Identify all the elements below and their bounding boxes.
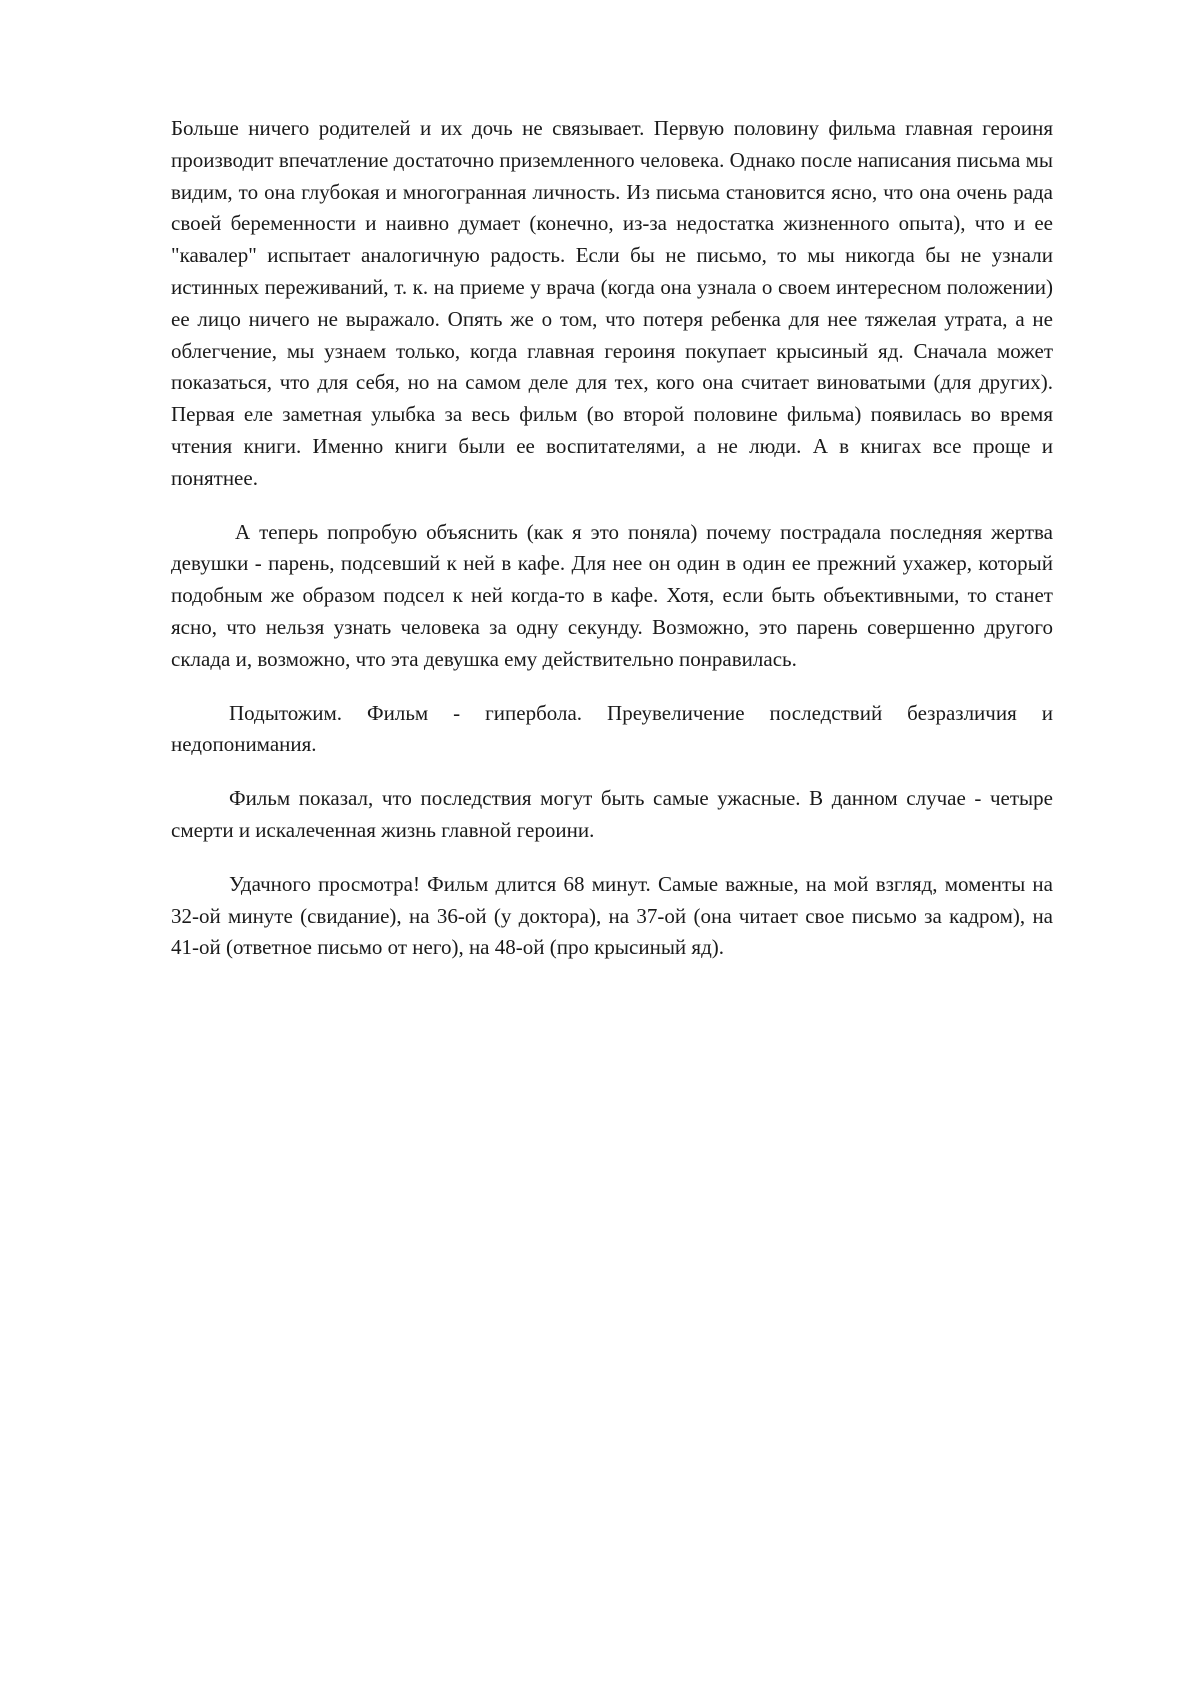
paragraph-1: Больше ничего родителей и их дочь не связывает. Первую половину фильма главная героиня производит впечатление достаточно приземленного человека. Однако после написания письма мы видим, то она глубокая и многогранная личность. Из письма становится ясно, что она очень рада своей беременности и наивно думает (конечно, из-за недостатка жизненного опыта), что и ее "кавалер" испытает аналогичную радость. Если бы не письмо, то мы никогда бы не узнали истинных переживаний, т. к. на приеме у врача (когда она узнала о своем интересном положении) ее лицо ничего не выражало. Опять же о том, что потеря ребенка для нее тяжелая утрата, а не облегчение, мы узнаем только, когда главная героиня покупает крысиный яд. Сначала может показаться, что для себя, но на самом деле для тех, кого она считает виноватыми (для других). Первая еле заметная улыбка за весь фильм (во второй половине фильма) появилась во время чтения книги. Именно книги были ее воспитателями, а не люди. А в книгах все проще и понятнее. (171, 116, 1053, 490)
document-page (171, 113, 1053, 986)
paragraph-5: Удачного просмотра! Фильм длится 68 минут. Самые важные, на мой взгляд, моменты на 32-ой минуте (свидание), на 36-ой (у доктора), на 37-ой (она читает свое письмо за кадром), на 41-ой (ответное письмо от него), на 48-ой (про крысиный яд). (171, 871, 1053, 960)
paragraph-4: Фильм показал, что последствия могут быть самые ужасные. В данном случае - четыре смерти и искалеченная жизнь главной героини. (171, 786, 1053, 842)
paragraph-2: А теперь попробую объяснить (как я это поняла) почему пострадала последняя жертва девушки - парень, подсевший к ней в кафе. Для нее он один в один ее прежний ухажер, который подобным же образом подсел к ней когда-то в кафе. Хотя, если быть объективными, то станет ясно, что нельзя узнать человека за одну секунду. Возможно, это парень совершенно другого склада и, возможно, что эта девушка ему действительно понравилась. (171, 519, 1053, 671)
paragraph-3: Подытожим. Фильм - гипербола. Преувеличение последствий безразличия и недопонимания. (171, 700, 1053, 757)
